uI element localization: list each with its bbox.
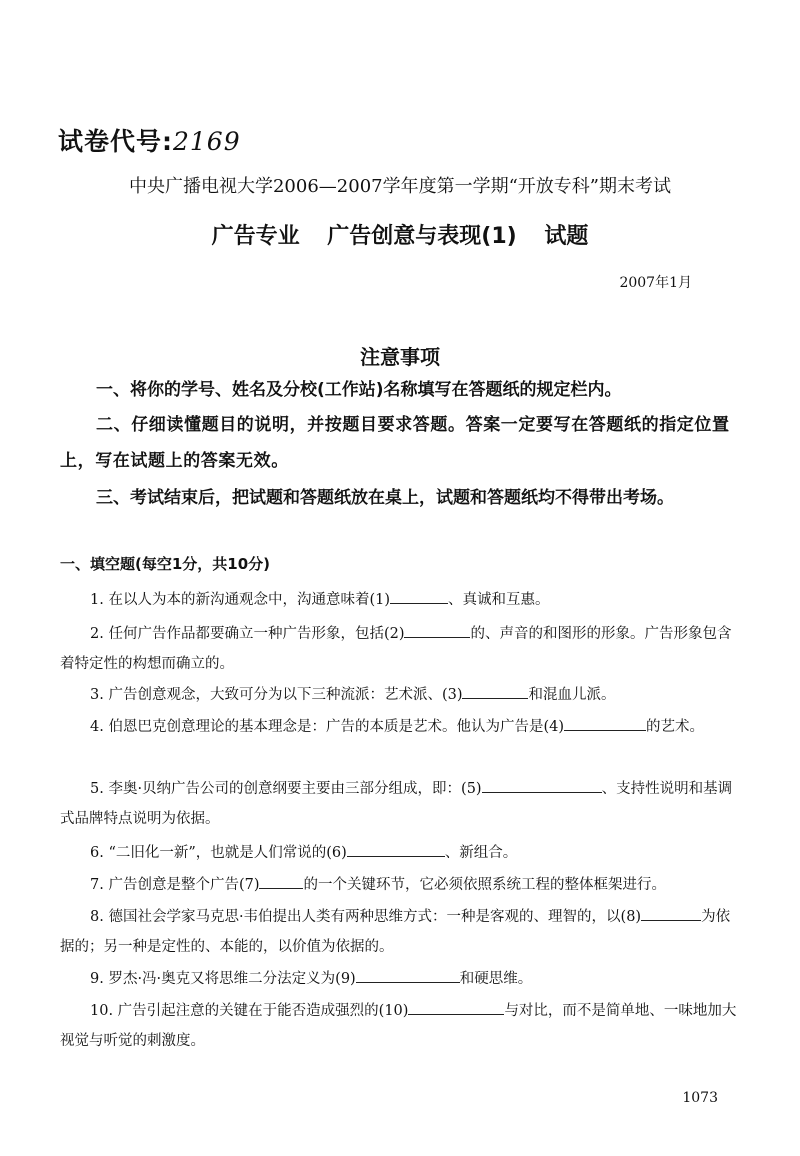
question-text: 10. 广告引起注意的关键在于能否造成强烈的(10) xyxy=(90,1003,409,1019)
question-text: 1. 在以人为本的新沟通观念中，沟通意味着(1) xyxy=(90,592,390,608)
question-8 xyxy=(60,902,740,962)
question-text: 4. 伯恩巴克创意理论的基本理念是：广告的本质是艺术。他认为广告是(4) xyxy=(90,719,564,735)
question-text: 3. 广告创意观念，大致可分为以下三种流派：艺术派、(3) xyxy=(90,687,463,703)
answer-blank xyxy=(404,621,470,638)
question-text: 、支持性说明和基调式品牌特点说明为依据。 xyxy=(60,781,733,827)
answer-blank xyxy=(356,966,460,983)
question-text: 、新组合。 xyxy=(444,845,518,861)
question-4 xyxy=(60,712,740,742)
section-heading: 一、填空题(每空1分，共10分) xyxy=(60,555,271,573)
question-text: 的、声音的和图形的形象。广告形象包含着特定性的构想而确立的。 xyxy=(60,626,732,672)
question-2 xyxy=(60,619,740,679)
question-10 xyxy=(60,996,740,1056)
question-1 xyxy=(60,585,740,615)
question-text: 5. 李奥·贝纳广告公司的创意纲要主要由三部分组成，即：(5) xyxy=(90,781,482,797)
question-6 xyxy=(60,838,740,868)
answer-blank xyxy=(259,872,303,889)
notice-heading: 注意事项 xyxy=(360,345,440,369)
notice-item-3: 三、考试结束后，把试题和答题纸放在桌上，试题和答题纸均不得带出考场。 xyxy=(96,488,674,508)
question-text: 与对比，而不是简单地、一味地加大视觉与听觉的刺激度。 xyxy=(60,1003,737,1049)
question-text: 和混血儿派。 xyxy=(528,687,616,703)
question-text: 7. 广告创意是整个广告(7) xyxy=(90,877,260,893)
question-7 xyxy=(60,870,740,900)
question-3 xyxy=(60,680,740,710)
answer-blank xyxy=(390,587,448,604)
exam-code-label: 试卷代号: xyxy=(58,127,173,156)
university-line: 中央广播电视大学2006—2007学年度第一学期“开放专科”期末考试 xyxy=(128,176,672,197)
answer-blank xyxy=(408,998,504,1015)
question-text: 2. 任何广告作品都要确立一种广告形象，包括(2) xyxy=(90,626,405,642)
question-text: 为依据的；另一种是定性的、本能的，以价值为依据的。 xyxy=(60,909,731,955)
question-9 xyxy=(60,964,740,994)
exam-date: 2007年1月 xyxy=(619,275,692,291)
answer-blank xyxy=(564,714,646,731)
question-5 xyxy=(60,774,740,834)
notice-item-1: 一、将你的学号、姓名及分校(工作站)名称填写在答题纸的规定栏内。 xyxy=(96,380,622,400)
question-text: 9. 罗杰·冯·奥克又将思维二分法定义为(9) xyxy=(90,971,356,987)
exam-code-number: 2169 xyxy=(173,127,241,156)
question-text: 和硬思维。 xyxy=(459,971,533,987)
question-text: 的一个关键环节，它必须依照系统工程的整体框架进行。 xyxy=(303,877,666,893)
question-text: 8. 德国社会学家马克思·韦伯提出人类有两种思维方式：一种是客观的、理智的，以(8) xyxy=(90,909,642,925)
notice-item-2: 二、仔细读懂题目的说明，并按题目要求答题。答案一定要写在答题纸的指定位置上，写在试题上的答案无效。 xyxy=(60,415,730,471)
page-number: 1073 xyxy=(682,1090,718,1106)
answer-blank xyxy=(347,840,445,857)
exam-title: 广告专业 广告创意与表现(1) 试题 xyxy=(211,224,589,249)
answer-blank xyxy=(462,682,528,699)
exam-code xyxy=(58,122,241,158)
question-text: 、真诚和互惠。 xyxy=(447,592,550,608)
answer-blank xyxy=(641,904,701,921)
answer-blank xyxy=(482,776,602,793)
question-text: 6. “二旧化一新”，也就是人们常说的(6) xyxy=(90,845,347,861)
question-text: 的艺术。 xyxy=(645,719,704,735)
